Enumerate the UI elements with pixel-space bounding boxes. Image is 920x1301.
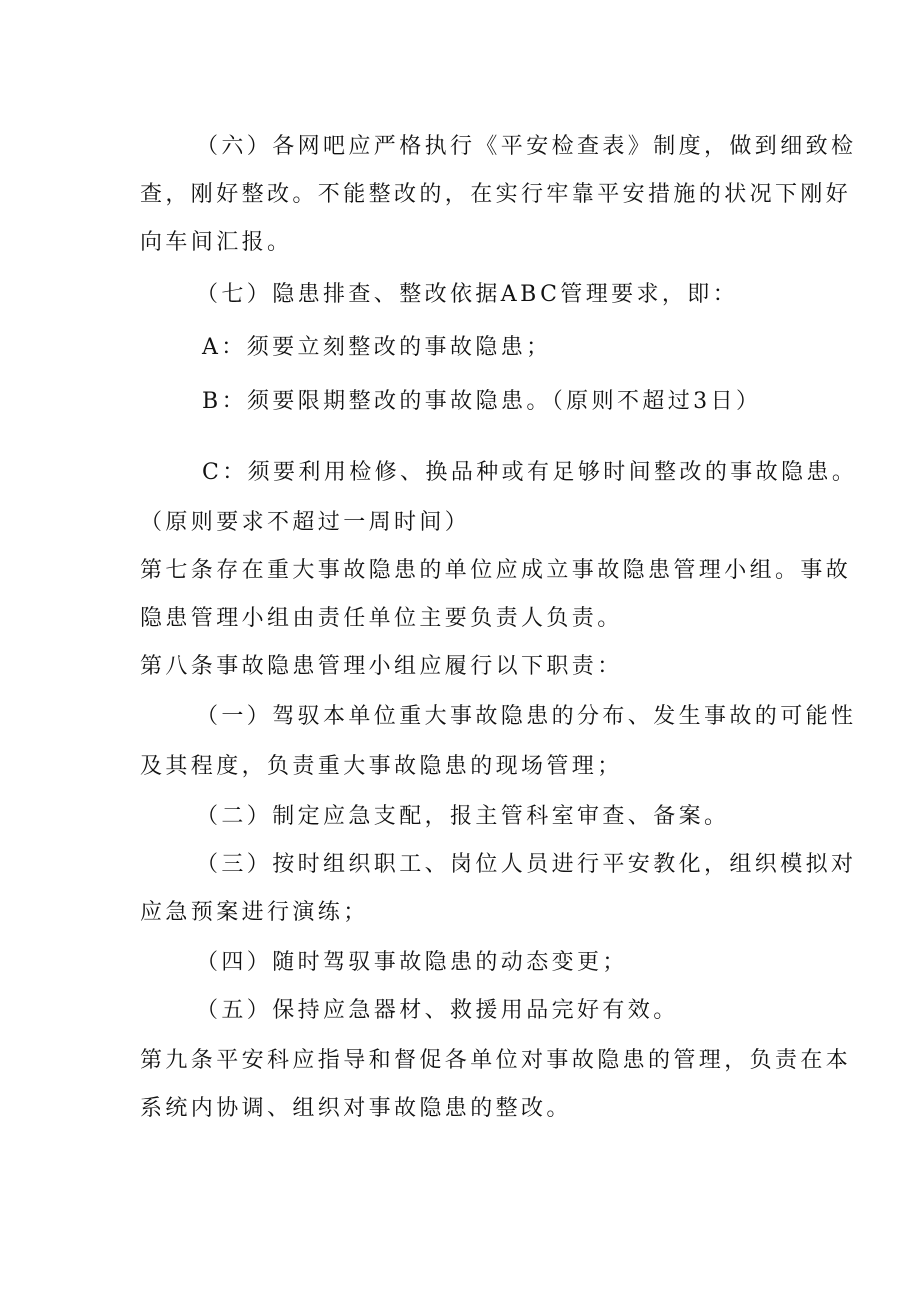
- duty-three-line-2: 应急预案进行演练；: [140, 900, 369, 925]
- paragraph-six-line-3: 向车间汇报。: [140, 230, 293, 255]
- paragraph-six-line-2: 查，刚好整改。不能整改的，在实行牢靠平安措施的状况下刚好: [140, 182, 852, 207]
- article-nine-line-1: 第九条平安科应指导和督促各单位对事故隐患的管理，负责在本: [140, 1048, 852, 1073]
- duty-one-line-2: 及其程度，负责重大事故隐患的现场管理；: [140, 754, 623, 779]
- duty-four: （四）随时驾驭事故隐患的动态变更；: [196, 950, 628, 975]
- item-b: B：须要限期整改的事故隐患。（原则不超过3日）: [202, 389, 762, 414]
- item-c: C：须要利用检修、换品种或有足够时间整改的事故隐患。: [202, 460, 858, 485]
- article-eight-heading: 第八条事故隐患管理小组应履行以下职责：: [140, 654, 623, 679]
- article-seven-line-2: 隐患管理小组由责任单位主要负责人负责。: [140, 606, 623, 631]
- duty-one-line-1: （一）驾驭本单位重大事故隐患的分布、发生事故的可能性: [196, 704, 857, 729]
- article-nine-line-2: 系统内协调、组织对事故隐患的整改。: [140, 1096, 572, 1121]
- duty-three-line-1: （三）按时组织职工、岗位人员进行平安教化，组织模拟对: [196, 852, 857, 877]
- duty-five: （五）保持应急器材、救援用品完好有效。: [196, 998, 679, 1023]
- paragraph-six-line-1: （六）各网吧应严格执行《平安检查表》制度，做到细致检: [196, 134, 857, 159]
- item-c-note: （原则要求不超过一周时间）: [140, 510, 471, 535]
- article-seven-line-1: 第七条存在重大事故隐患的单位应成立事故隐患管理小组。事故: [140, 558, 852, 583]
- paragraph-seven-heading: （七）隐患排查、整改依据ABC管理要求，即：: [196, 282, 739, 307]
- item-a: A：须要立刻整改的事故隐患；: [202, 335, 552, 360]
- duty-two: （二）制定应急支配，报主管科室审查、备案。: [196, 804, 730, 829]
